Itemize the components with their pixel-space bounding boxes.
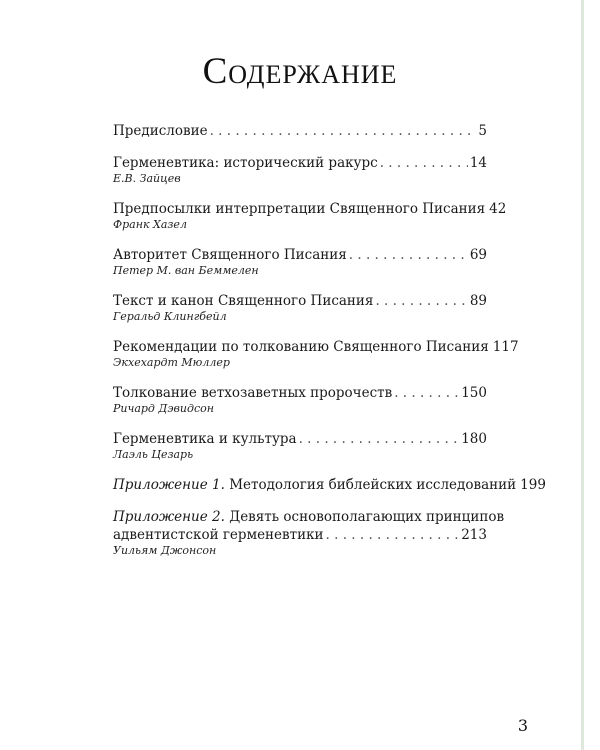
toc-entry-page: 213 <box>461 527 487 543</box>
page-edge-line <box>581 0 584 750</box>
toc-entry-page: 69 <box>469 247 487 263</box>
dot-leader <box>394 384 459 402</box>
toc-entry-title-line1 <box>113 508 505 526</box>
toc-entry-author: Геральд Клингбейл <box>113 310 227 323</box>
toc-entry[interactable] <box>113 122 487 140</box>
table-of-contents <box>113 122 546 572</box>
dot-leader <box>326 526 460 544</box>
toc-entry-title: Рекомендации по толкованию Священного Писания <box>113 339 489 355</box>
appendix-label: Приложение 2. <box>113 509 225 525</box>
dot-leader <box>349 246 468 264</box>
toc-entry-author: Экхехардт Мюллер <box>113 356 230 369</box>
toc-entry-title: Герменевтика: исторический ракурс <box>113 155 378 171</box>
toc-entry-author: Е.В. Зайцев <box>113 172 181 185</box>
dot-leader <box>375 292 467 310</box>
toc-entry-title: Текст и канон Священного Писания <box>113 293 374 309</box>
toc-entry-page: 117 <box>492 339 519 355</box>
appendix-title-part1: Девять основополагающих принципов <box>224 509 505 525</box>
toc-entry-page: 14 <box>469 155 487 171</box>
toc-entry-appendix-1[interactable] <box>113 476 546 494</box>
dot-leader <box>210 122 477 140</box>
toc-entry-author: Ричард Дэвидсон <box>113 402 214 415</box>
toc-entry-author: Петер М. ван Беммелен <box>113 264 259 277</box>
toc-entry-title: адвентистской герменевтики <box>113 527 324 543</box>
toc-entry-author: Лаэль Цезарь <box>113 448 194 461</box>
toc-entry[interactable] <box>113 154 487 186</box>
toc-entry[interactable] <box>113 200 507 232</box>
page-title: Содержание <box>202 51 398 92</box>
toc-entry[interactable] <box>113 338 519 370</box>
dot-leader <box>299 430 460 448</box>
toc-entry-appendix-2[interactable] <box>113 508 505 558</box>
appendix-label: Приложение 1. <box>113 477 225 493</box>
toc-entry-page: 89 <box>469 293 487 309</box>
toc-entry[interactable] <box>113 384 487 416</box>
toc-entry[interactable] <box>113 430 487 462</box>
toc-entry-page: 199 <box>520 477 546 493</box>
toc-entry-title: Герменевтика и культура <box>113 431 297 447</box>
toc-entry-page: 5 <box>478 123 487 139</box>
toc-entry-title: Предисловие <box>113 123 208 139</box>
toc-entry-title: Толкование ветхозаветных пророчеств <box>113 385 393 401</box>
dot-leader <box>380 154 468 172</box>
appendix-title: Методология библейских исследований <box>224 477 517 493</box>
toc-entry-title: Авторитет Священного Писания <box>113 247 347 263</box>
toc-entry-author: Франк Хазел <box>113 218 187 231</box>
toc-entry[interactable] <box>113 292 487 324</box>
toc-entry-page: 150 <box>461 385 487 401</box>
toc-entry[interactable] <box>113 246 487 278</box>
toc-entry-page: 180 <box>461 431 487 447</box>
page-number: 3 <box>517 716 528 735</box>
toc-entry-title: Предпосылки интерпретации Священного Писания <box>113 201 486 217</box>
toc-entry-author: Уильям Джонсон <box>113 544 217 557</box>
toc-entry-page: 42 <box>489 201 507 217</box>
toc-entry-title <box>113 476 516 494</box>
